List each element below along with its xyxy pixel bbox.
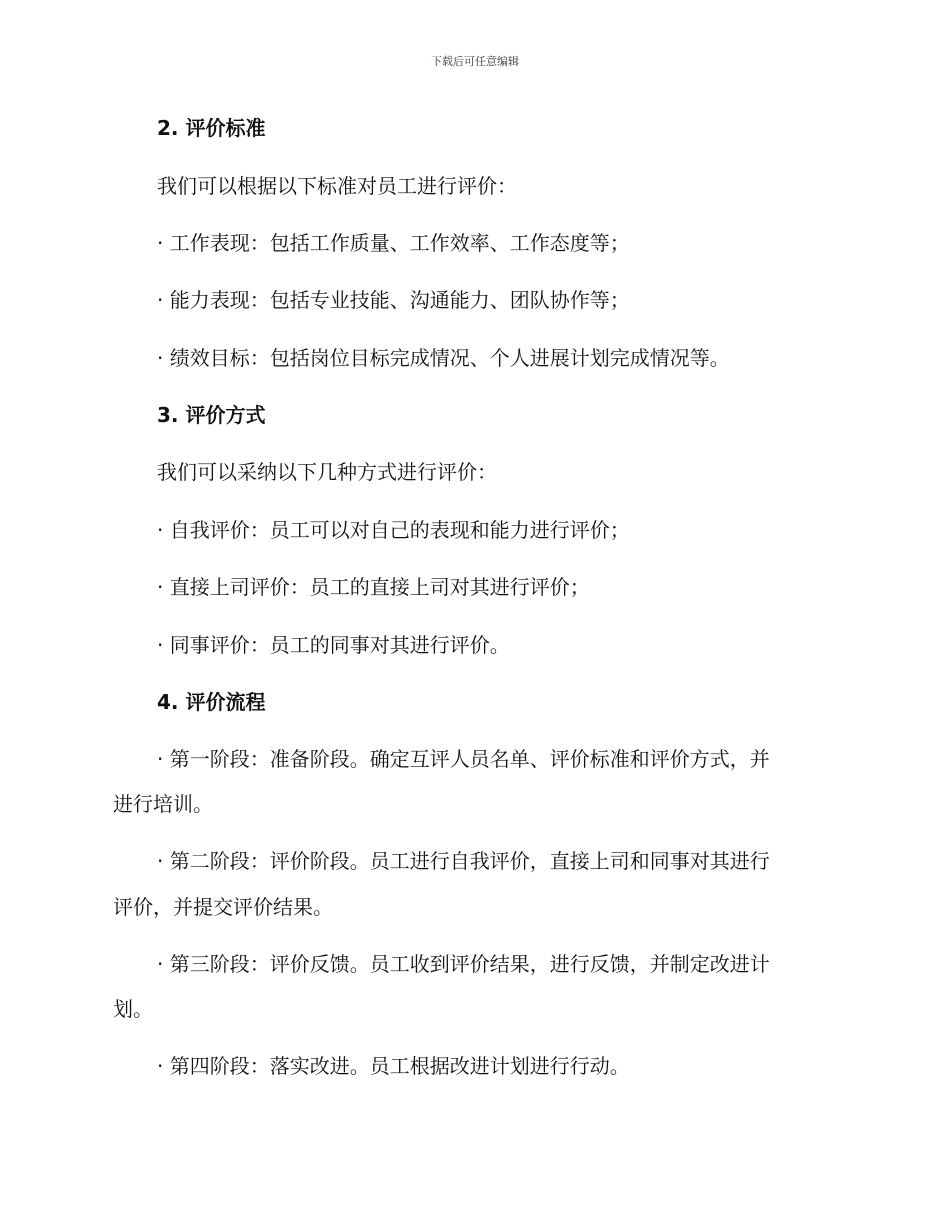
section-heading-process: 4. 评价流程 — [157, 690, 266, 714]
process-stage-continuation: 评价，并提交评价结果。 — [113, 895, 333, 919]
methods-item: · 直接上司评价：员工的直接上司对其进行评价； — [157, 575, 590, 599]
criteria-item: · 工作表现：包括工作质量、工作效率、工作态度等； — [157, 231, 630, 255]
section-heading-criteria: 2. 评价标准 — [157, 116, 266, 140]
process-stage-line: · 第三阶段：评价反馈。员工收到评价结果，进行反馈，并制定改进计 — [157, 952, 770, 976]
criteria-item: · 绩效目标：包括岗位目标完成情况、个人进展计划完成情况等。 — [157, 346, 730, 370]
process-stage-continuation: 划。 — [113, 997, 153, 1021]
criteria-intro: 我们可以根据以下标准对员工进行评价： — [157, 174, 517, 198]
methods-intro: 我们可以采纳以下几种方式进行评价： — [157, 460, 497, 484]
process-stage-line: · 第一阶段：准备阶段。确定互评人员名单、评价标准和评价方式，并 — [157, 747, 770, 771]
methods-item: · 同事评价：员工的同事对其进行评价。 — [157, 633, 510, 657]
process-stage-continuation: 进行培训。 — [113, 792, 213, 816]
process-stage-line: · 第四阶段：落实改进。员工根据改进计划进行行动。 — [157, 1054, 630, 1078]
page-header-note: 下载后可任意编辑 — [431, 55, 519, 68]
section-heading-methods: 3. 评价方式 — [157, 403, 266, 427]
methods-item: · 自我评价：员工可以对自己的表现和能力进行评价； — [157, 518, 630, 542]
process-stage-line: · 第二阶段：评价阶段。员工进行自我评价，直接上司和同事对其进行 — [157, 849, 770, 873]
criteria-item: · 能力表现：包括专业技能、沟通能力、团队协作等； — [157, 288, 630, 312]
